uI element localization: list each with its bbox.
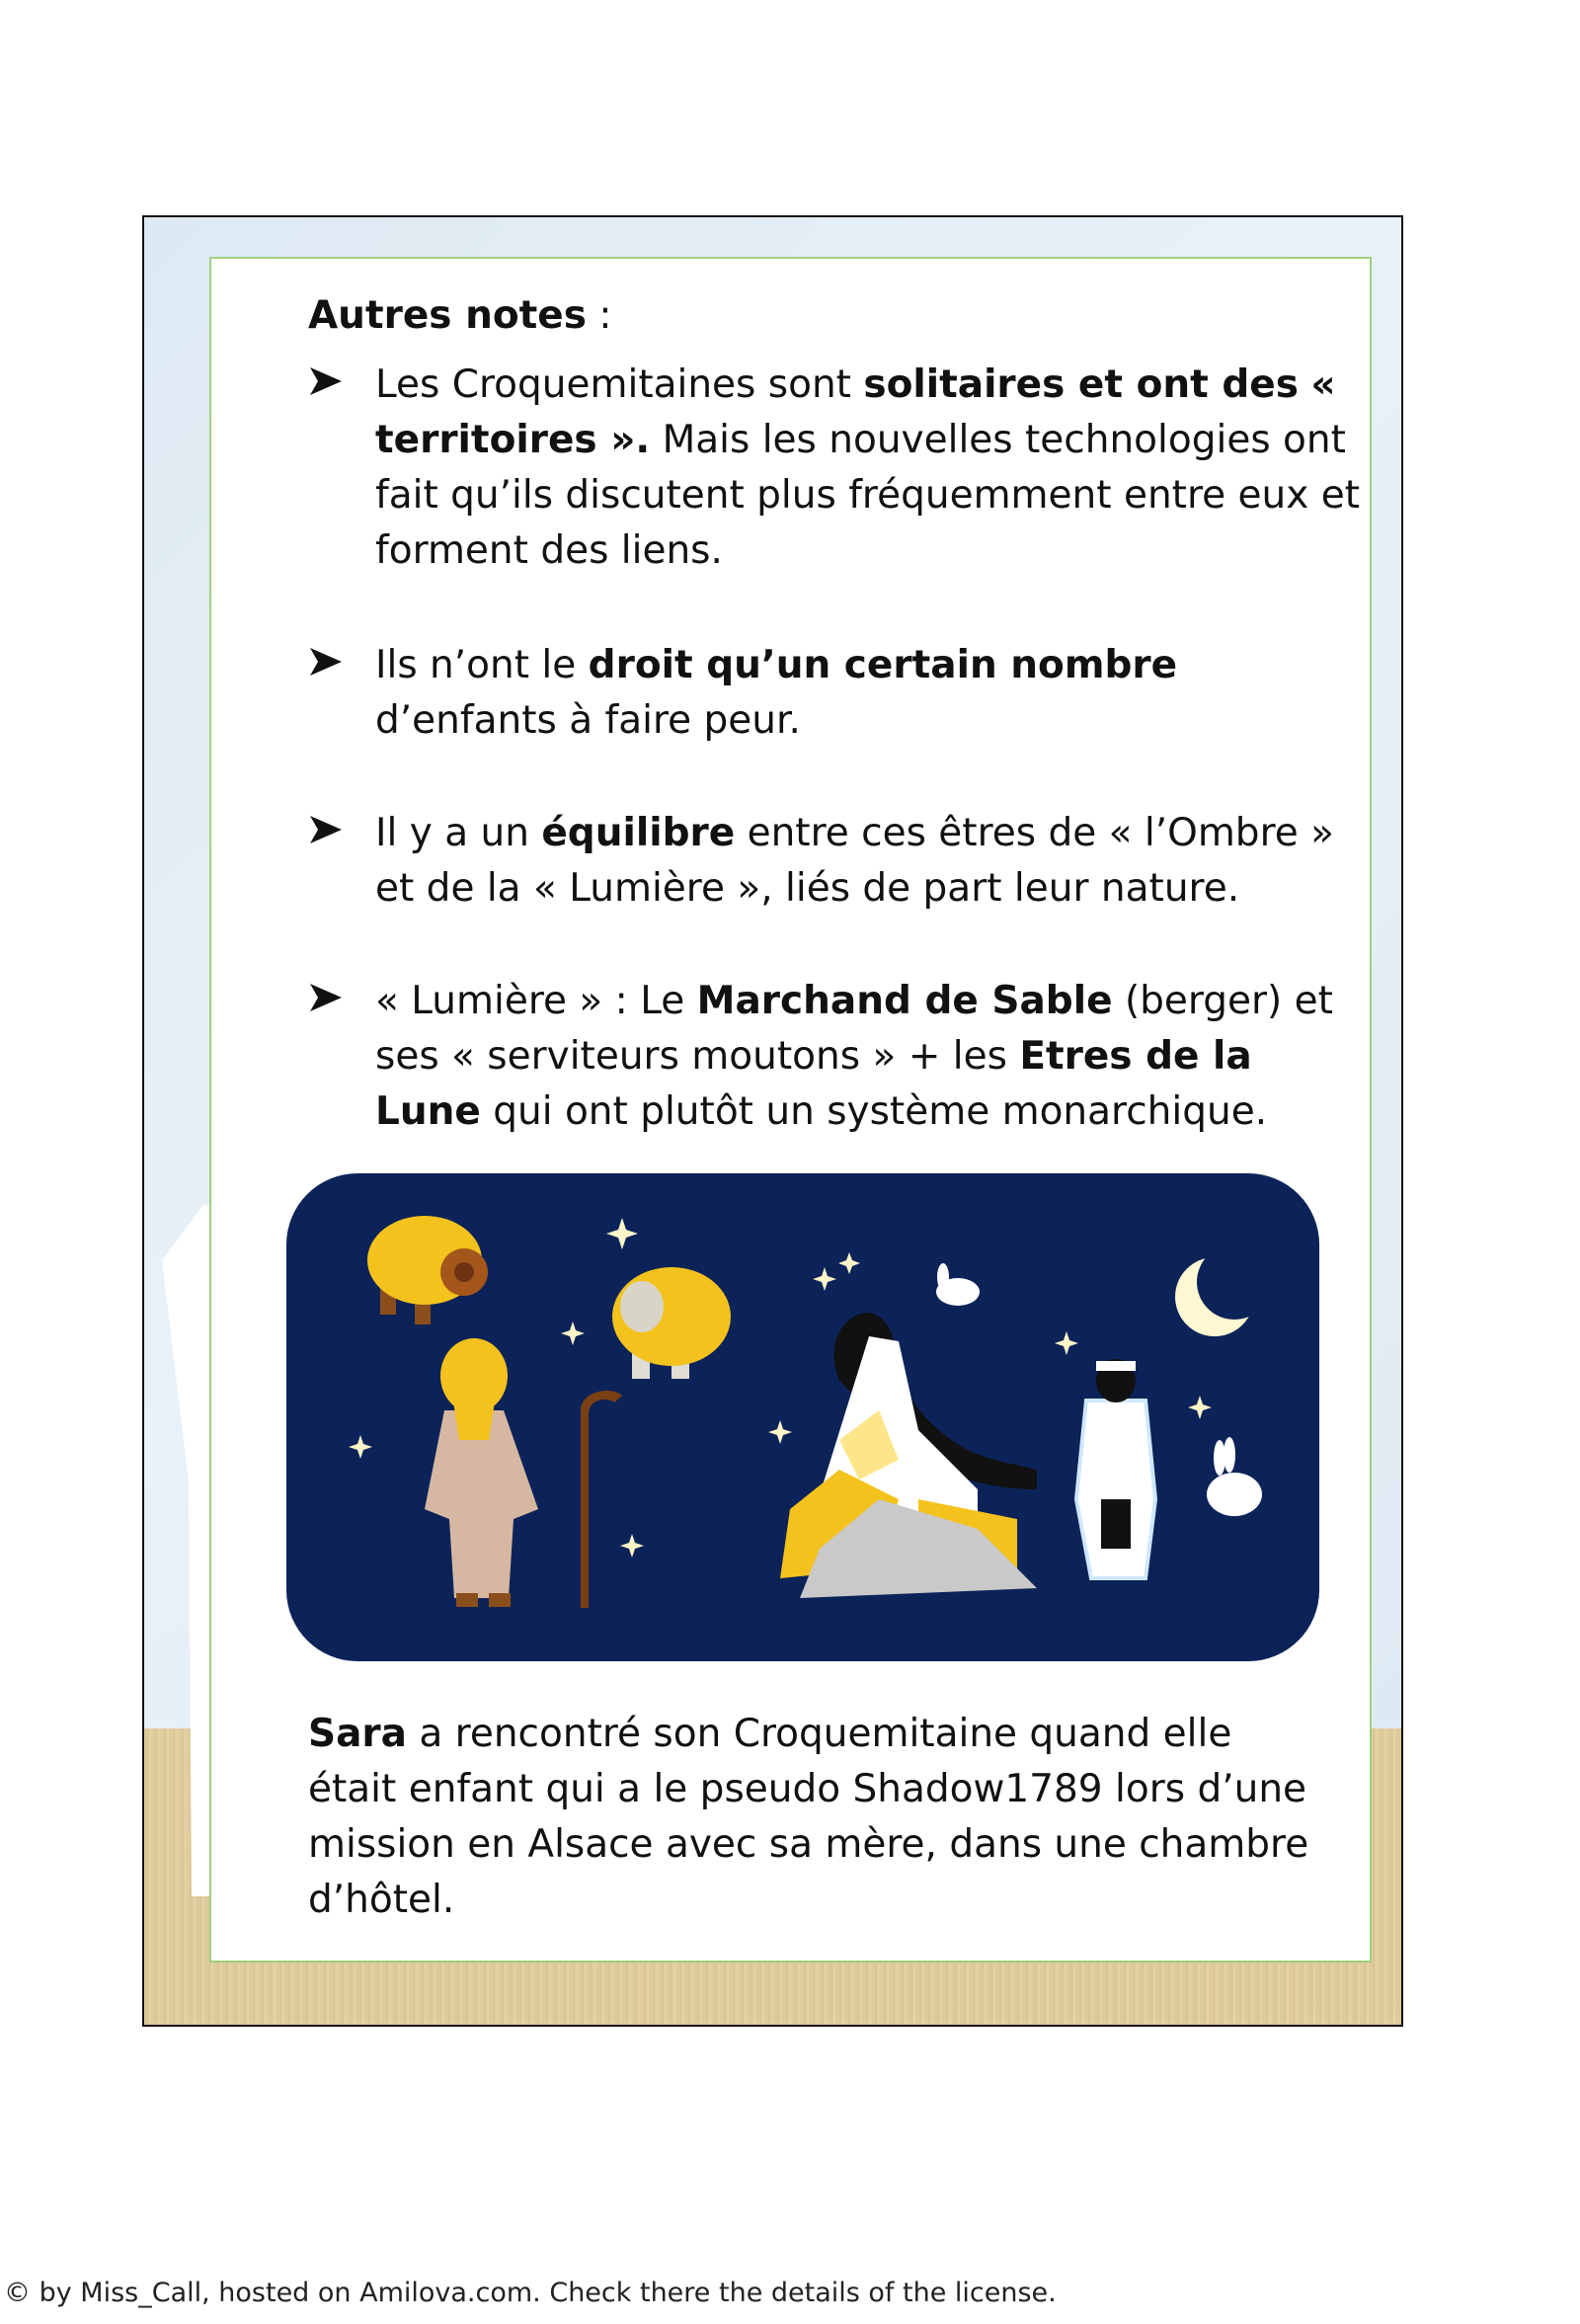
bullet-text: Il y a un équilibre entre ces êtres de « l’Ombre » et de la « Lumière », liés de part leur nature. bbox=[375, 811, 1334, 911]
arrow-bullet-icon bbox=[308, 812, 344, 847]
arrow-bullet-icon bbox=[308, 980, 344, 1015]
night-scene-art bbox=[286, 1173, 1319, 1661]
sheep-icon bbox=[612, 1267, 731, 1379]
figure-in-white-icon bbox=[1076, 1359, 1155, 1578]
bullet-text: Les Croquemitaines sont solitaires et ont des « territoires ». Mais les nouvelles technologies ont fait qu’ils discutent plus fréquemment entre eux et forment des liens. bbox=[375, 362, 1360, 573]
sara-paragraph: Sara a rencontré son Croquemitaine quand elle était enfant qui a le pseudo Shadow1789 lors d’une mission en Alsace avec sa mère, dans une chambre d’hôtel. bbox=[308, 1712, 1309, 1922]
arrow-bullet-icon bbox=[308, 363, 344, 399]
sandman-icon bbox=[425, 1338, 622, 1608]
license-footer: © by Miss_Call, hosted on Amilova.com. Check there the details of the license. bbox=[4, 2278, 1057, 2308]
night-scene-illustration bbox=[286, 1173, 1319, 1661]
bullet-text: « Lumière » : Le Marchand de Sable (berger) et ses « serviteurs moutons » + les Etres de la Lune qui ont plutôt un système monarchique. bbox=[375, 979, 1333, 1134]
bullet-text: Ils n’ont le droit qu’un certain nombre d’enfants à faire peur. bbox=[375, 643, 1178, 743]
moon-queen-icon bbox=[780, 1313, 1037, 1598]
notes-heading: Autres notes : bbox=[308, 293, 612, 338]
sheep-icon bbox=[367, 1216, 488, 1324]
arrow-bullet-icon bbox=[308, 644, 344, 680]
crescent-moon-icon bbox=[1175, 1244, 1272, 1336]
